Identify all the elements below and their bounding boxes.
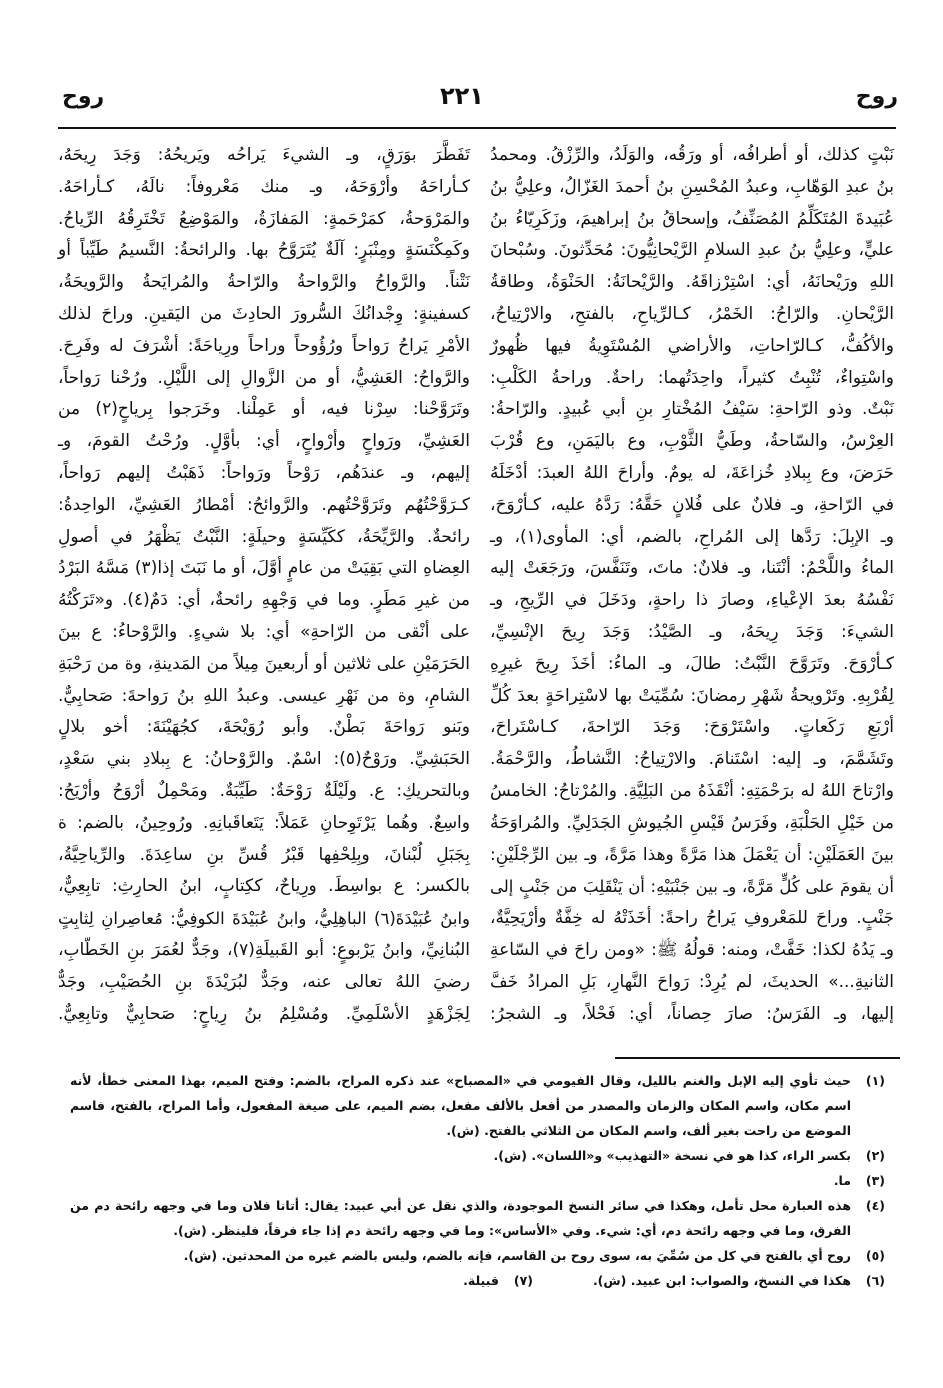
text-line: الثانيةِ...» الحديثَ، لم يُرِدْ: رَواحَ النَّهارِ، بَلِ المرادُ خَفَّ	[490, 971, 894, 992]
footnote-separator	[615, 1057, 900, 1059]
text-line: الشامِ، وة من نَهْرِ عيسى. وعبدُ اللهِ بنُ رَواحةَ: صَحابِيٌّ.	[58, 685, 470, 706]
footnote-text: حيث تأوي إليه الإبل والغنم بالليل، وقال الفيومي في «المصباح» عند ذكره المراح، بالضم: وفتح الميم، بهذا المعنى خطأ، لأنه اسم مكان، واسم المكان والزمان والمصدر من أفعل بالألف مفعل، بضم الميم، على صيغة المفعول، وأما المراح، بالفتح، فاسم الموضع من راحت بغير ألف، واسم المكان من الثلاثي بالفتح. (ش).	[70, 1073, 851, 1138]
text-line: رضيَ اللهُ تعالى عنه، وجَدٌّ لبُرَيْدَةَ بنِ الحُصَيْبِ، وجَدٌّ	[58, 971, 470, 992]
text-line: الرَّيْحانِ. والرّاحُ: الخَمْرُ، كـالرِّياحِ، بالفتحِ، والارْتِياحُ،	[490, 303, 894, 324]
footnote-text: بكسر الراء، كذا هو في نسخة «التهذيب» و«اللسان». (ش).	[493, 1148, 851, 1163]
footnote-text: ما.	[833, 1173, 851, 1188]
text-line: كـأراحَهُ وأرْوَحَهُ، وـ منك مَعْروفاً: نالَهُ، كـأراحَهُ.	[58, 176, 470, 197]
running-headword-right: روح	[855, 84, 898, 109]
right-column	[490, 140, 894, 1030]
text-line: البُنانِيِّ، وابنُ يَرْبوعٍ: أبو القَبيلَةِ(٧)، وجَدٌّ لعُمَرَ بنِ الخَطّابِ،	[58, 939, 470, 960]
footnote-number: (٧)	[513, 1273, 533, 1288]
text-line: والمَرْوَحةُ، كمَرْحَمةٍ: المَفازَةُ، والمَوْضِعُ تَخْتَرِقُهُ الرِّياحُ.	[58, 208, 470, 229]
footnote-text: روح أي بالفتح في كل من سُمِّيَ به، سوى روح بن القاسم، فإنه بالضم، وليس بالضم غيره من المحدثين. (ش).	[183, 1248, 851, 1263]
footnote-number: (٦)	[865, 1273, 885, 1288]
text-line: عليٍّ، وعلِيُّ بنُ عبدِ السلامِ الرَّيْحانِيُّونَ: مُحَدِّثونَ. وسُبْحانَ	[490, 240, 894, 261]
text-line: لِقُرْبِهِ. وتَرْويحةُ شَهْرِ رمضانَ: سُمِّيَتْ بها لاسْتِراحَةٍ بعدَ كُلِّ	[490, 685, 894, 706]
text-line: أرْبَعِ رَكَعاتٍ. واسْتَرْوَحَ: وَجَدَ الرّاحةَ، كـاسْتَراحَ،	[490, 717, 894, 738]
footnote	[70, 1068, 885, 1143]
footnote-text: هكذا في النسخ، والصواب: ابن عبيد. (ش).	[592, 1273, 851, 1288]
footnote-text: هذه العبارة محل تأمل، وهكذا في سائر النسخ الموجودة، والذي نقل عن أبي عبيد: يقال: أتانا فلان وما في وجهه رائحة دم من الفرق، وما في وجهه رائحة دم، أي: شيء. وفي «الأساس»: وما في وجهه رائحة دم إذا جاء فرقاً، فلينظر. (ش).	[70, 1198, 851, 1238]
text-line: بنُ عبدِ الوَهّابِ، وعبدُ المُحْسِنِ بنُ أحمدَ الغَزّالُ، وعلِيُّ بنُ	[490, 176, 894, 197]
text-line: وـ الإبِلَ: رَدَّها إلى المُراحِ، بالضم، أي: المأوى(١)، وـ	[490, 526, 894, 547]
text-line: وكَمِكْنَسَةٍ ومِنْبَرٍ: آلَةٌ يُتَرَوَّحُ بها. والرائحةُ: النَّسيمُ طَيِّباً أو	[58, 240, 470, 261]
text-line: وتَشَمَّمَ، وـ إليه: اسْتَنامَ. والارْتِياحُ: النَّشاطُ، والرَّحْمَةُ.	[490, 749, 894, 770]
footnote-text: قبيلة.	[463, 1273, 499, 1288]
text-line: حَرَضَ، وع بِبلادِ خُزاعَةَ، له يومٌ. وأراحَ اللهُ العبدَ: أدْخَلَهُ	[490, 462, 894, 483]
text-line: إليها، وـ الفَرَسُ: صارَ حِصاناً، أي: فَحْلاً، وـ الشجرُ:	[490, 1003, 894, 1024]
text-line: والرَّواحُ: العَشِيُّ، أو من الزَّوالِ إلى اللَّيْلِ. ورُحْنا رَواحاً،	[58, 367, 470, 388]
text-line: وتَرَوَّحْنا: سِرْنا فيه، أو عَمِلْنا. وخَرَجوا بِرياحٍ(٢) من	[58, 399, 470, 420]
text-line: وبالتحريكِ: ع. ولَيْلَةٌ رَوْحَةٌ: طَيِّبَةٌ. ومَحْمِلٌ أرْوَحُ وأرْيَحُ:	[58, 780, 470, 801]
footnote-number: (٢)	[865, 1148, 885, 1163]
text-line: نَبْتٌ. وذو الرّاحةِ: سَيْفُ المُخْتارِ بنِ أبي عُبيدٍ. والرّاحةُ:	[490, 399, 894, 420]
text-line: إليهم، وـ عندَهُم، رَوْحاً ورَواحاً: ذَهَبْتُ إليهم رَواحاً،	[58, 462, 470, 483]
header-rule	[58, 127, 896, 129]
text-line: اللهِ ورَيْحانَهُ، أي: اسْتِرْزاقَهُ. والرَّيْحانَةُ: الحَنْوَةُ، وطاقةُ	[490, 272, 894, 293]
text-line: نَفْسُهُ بعدَ الإعْياءِ، وصارَ ذا راحةٍ، ودَخَلَ في الرِّيحِ، وـ	[490, 590, 894, 611]
text-line: في الرّاحةِ، وـ فلانٌ على فُلانٍ حَقَّهُ: رَدَّهُ عليه، كـأرْوَحَ،	[490, 494, 894, 515]
text-line: وابنُ عُبَيْدَةَ(٦) الباهِلِيُّ، وابنُ عُبَيْدَةَ الكوفِيُّ: مُعاصِرانِ لِثابِتٍ	[58, 909, 471, 929]
text-line: بِجَبَلِ لُبْنانَ، وبِلِحْفِها قَبْرُ قُسِّ بنِ ساعِدَةَ. والرِّياحِيَّةُ،	[58, 844, 470, 865]
text-line: على أنْقى من الرّاحةِ» أي: بلا شيءٍ. والرَّوْحاءُ: ع بينَ	[58, 621, 470, 642]
footnote	[70, 1243, 885, 1268]
footnote	[70, 1143, 885, 1168]
text-line: أن يقومَ على كُلٍّ مَرَّةً، وـ بين جَنْبَيْهِ: أن يَنْقَلِبَ من جَنْبٍ إلى	[490, 877, 894, 897]
footnote	[70, 1193, 885, 1243]
text-line: واسْتِواءٌ، تُنْبِتُ كثيراً، واحِدَتُهما: راحةٌ. وراحةُ الكَلْبِ:	[490, 367, 894, 388]
page-number: ٢٢١	[440, 82, 484, 110]
text-line: وارْتاحَ اللهُ له برَحْمَتِهِ: أنْقَذَهُ من البَلِيَّةِ. والمُرْتاحُ: الخامسُ	[490, 780, 894, 801]
footnote-number: (٤)	[865, 1198, 885, 1213]
text-line: كسفينةٍ: وِجْدانُكَ السُّرورَ الحادِثَ من اليَقينِ. وراحَ لذلك	[58, 303, 470, 324]
text-line: واسِعٌ. وهُما يَرْتَوِحانِ عَمَلاً: يَتَعاقَبانِهِ. ورُوحِينُ، بالضم: ة	[58, 812, 470, 833]
footnote	[70, 1168, 885, 1193]
left-column	[58, 140, 470, 1030]
text-line: نَتْناً. والرَّواحُ والرَّواحةُ والرّاحةُ والمُرايَحةُ والرَّويحَةُ،	[58, 272, 470, 293]
text-line: الشيءَ: وَجَدَ رِيحَهُ، وـ الصَّيْدُ: وَجَدَ رِيحَ الإنْسِيِّ،	[490, 621, 894, 642]
footnote-number: (٣)	[865, 1173, 885, 1188]
text-line: كـرَوَّحْتُهُم وتَرَوَّحْتُهم. والرَّوائحُ: أمْطارُ العَشِيِّ، الواحِدةُ:	[58, 494, 470, 515]
text-line: نَبْتٍ كذلك، أو أطرافُه، أو ورَقُه، والوَلَدُ، والرِّزْقُ. ومحمدُ	[490, 145, 894, 165]
text-line: من خَيْلِ الحَلْبَةِ، وفَرَسُ قَيْسِ الجُيوشِ الجَدَلِيِّ. والمُراوَحَةُ	[490, 812, 894, 833]
text-line: من غيرِ مَطَرٍ. وما في وَجْهِهِ رائحةٌ، أي: دَمٌ(٤). و«تَرَكْتُهُ	[58, 590, 471, 611]
footnote-row	[70, 1268, 885, 1293]
text-line: تَفَطَّرَ بوَرَقٍ، وـ الشيءَ يَراحُه ويَريحُهُ: وَجَدَ رِيحَهُ،	[58, 145, 470, 165]
text-line: بينَ العَمَلَيْنِ: أن يَعْمَلَ هذا مَرَّةً وهذا مَرَّةً، وـ بين الرِّجْلَيْنِ:	[490, 844, 894, 865]
text-line: كـأرْوَحَ. وتَرَوَّحَ النَّبْتُ: طالَ، وـ الماءُ: أخَذَ رِيحَ غيرِهِ	[490, 653, 894, 674]
text-line: جَنْبٍ. وراحَ للمَعْروفِ يَراحُ راحةً: أخَذَتْهُ له خِفَّةٌ وأرْيَحِيَّةٌ،	[490, 908, 894, 929]
text-line: الحَرَمَيْنِ على ثلاثين أو أربعينَ مِيلاً من المَدينةِ، وة من رَحْبَةِ	[58, 653, 470, 674]
footnotes	[70, 1068, 885, 1293]
text-line: وبَنو رَواحَةَ بَطْنٌ. وأبو رُوَيْحَةَ، كجُهَيْنَةَ: أخو بلالٍ	[58, 717, 470, 738]
text-line: لِجَزْهَدٍ الأسْلَمِيِّ. ومُسْلِمُ بنُ رِياحٍ: صَحابِيٌّ وتابِعِيٌّ.	[58, 1003, 470, 1024]
running-headword-left: روح	[62, 84, 105, 109]
text-line: والأكُفُّ، كـالرّاحاتِ، والأراضي المُسْتَوِيةُ فيها ظُهورٌ	[490, 335, 894, 356]
text-line: الماءُ واللَّحْمُ: أنْتَنا، وـ فلانٌ: ماتَ، وتَنَفَّسَ، ورَجَعَتْ إليه	[490, 558, 894, 579]
text-line: العِضاهِ التي بَقِيَتْ من عامٍ أوَّلَ، أو ما نَبَتَ إذا(٣) مَسَّهُ البَرْدُ	[58, 558, 470, 579]
text-line: الحَبَشِيِّ. ورَوْحٌ(٥): اسْمٌ. والرَّوْحانُ: ع بِبلادِ بني سَعْدٍ،	[58, 749, 470, 770]
text-line: وـ يَدُهُ لكذا: خَفَّتْ، ومنه: قولُهُ ﷺ: «ومن راحَ في السّاعةِ	[490, 939, 894, 960]
text-line: بالكسر: ع بواسِطَ. ورِياحٌ، ككِتابٍ، ابنُ الحارِثِ: تابِعِيٌّ،	[58, 876, 470, 897]
text-line: العَشِيِّ، ورَواحٍ وأرْواحٍ، أي: بأوَّلٍ. ورُحْتُ القومَ، وـ	[58, 431, 470, 452]
footnote-number: (١)	[865, 1073, 885, 1088]
text-line: رائحةٌ. والرَّيِّحَةُ، ككَيِّسَةٍ وحيلَةٍ: النَّبْتُ يَظْهَرُ في أصولِ	[58, 526, 470, 547]
text-line: عُبَيدةَ المُتَكَلِّمُ المُصَنِّفُ، وإسحاقُ بنُ إبراهيمَ، وزَكَرِيّاءُ بنُ	[490, 208, 894, 229]
footnote-number: (٥)	[865, 1248, 885, 1263]
text-line: الأمْرِ يَراحُ رَواحاً ورُؤُوحاً وراحاً ورِياحَةً: أشْرَفَ له وفَرِحَ.	[58, 335, 470, 356]
text-line: العِرْسُ، والسّاحةُ، وطَيُّ الثَّوْبِ، وع باليَمَنِ، وع قُرْبَ	[490, 431, 894, 452]
footnote	[593, 1268, 885, 1293]
footnote	[463, 1268, 533, 1293]
